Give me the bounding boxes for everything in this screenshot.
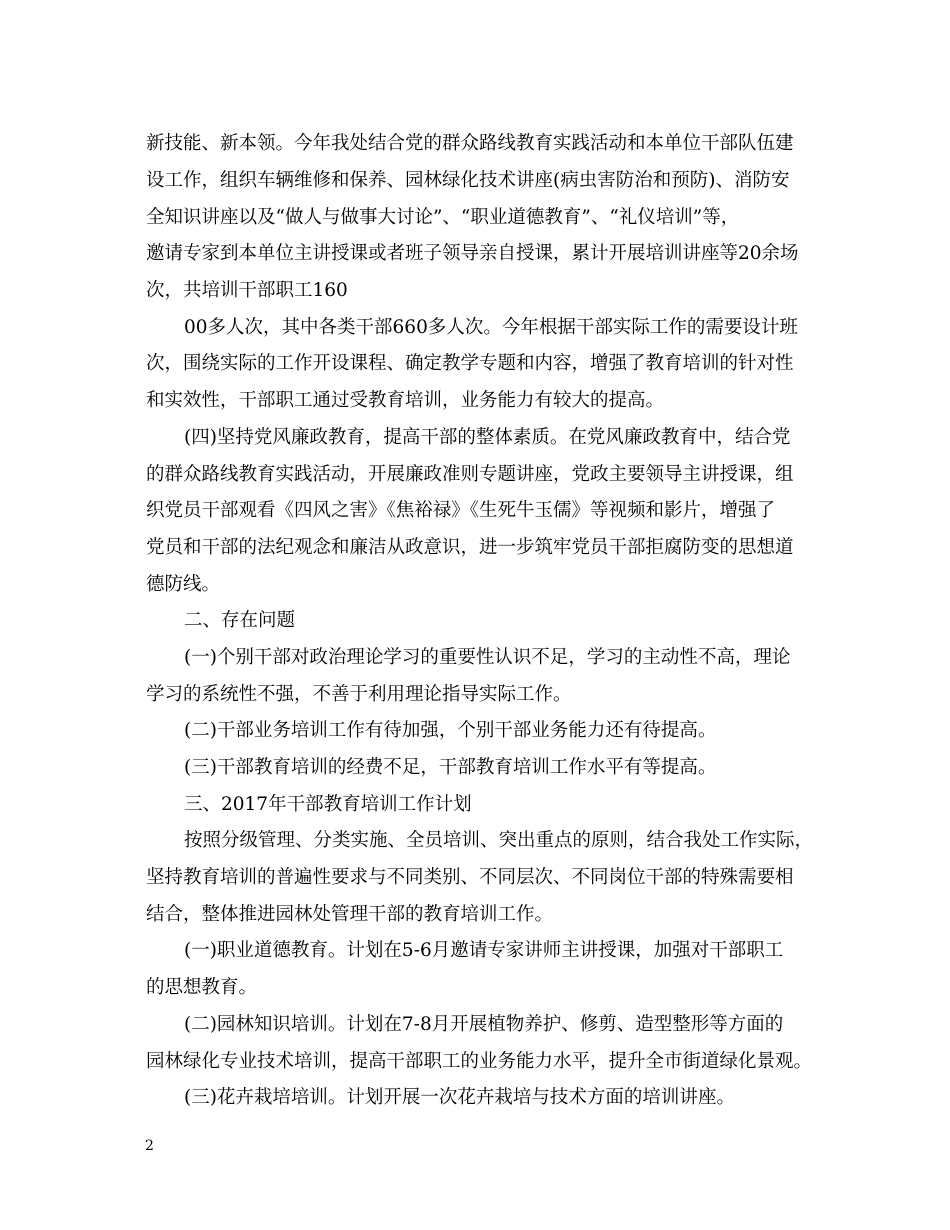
paragraph-start-line: (一)个别干部对政治理论学习的重要性认识不足，学习的主动性不高，理论 [184, 647, 791, 668]
body-text-line: 坚持教育培训的普遍性要求与不同类别、不同层次、不同岗位干部的特殊需要相 [146, 867, 794, 888]
body-text-line: 党员和干部的法纪观念和廉洁从政意识，进一步筑牢党员干部拒腐防变的思想道 [146, 537, 794, 558]
section-heading: 二、存在问题 [184, 610, 296, 631]
paragraph-start-line: 按照分级管理、分类实施、全员培训、突出重点的原则，结合我处工作实际， [184, 830, 814, 851]
body-text-line: 织党员干部观看《四风之害》《焦裕禄》《生死牛玉儒》等视频和影片，增强了 [146, 500, 776, 521]
section-heading: 三、2017年干部教育培训工作计划 [184, 794, 472, 815]
paragraph-start-line: 00多人次，其中各类干部660多人次。今年根据干部实际工作的需要设计班 [184, 317, 798, 338]
body-text-line: 园林绿化专业技术培训，提高干部职工的业务能力水平，提升全市街道绿化景观。 [146, 1051, 813, 1072]
page-number: 2 [145, 1138, 154, 1154]
body-text-line: 结合，整体推进园林处管理干部的教育培训工作。 [146, 904, 554, 925]
body-text-line: 和实效性，干部职工通过受教育培训，业务能力有较大的提高。 [146, 390, 665, 411]
body-text-line: 学习的系统性不强，不善于利用理论指导实际工作。 [146, 684, 572, 705]
body-text-line: 的群众路线教育实践活动，开展廉政准则专题讲座，党政主要领导主讲授课，组 [146, 464, 794, 485]
body-text-line: 全知识讲座以及“做人与做事大讨论”、“职业道德教育”、“礼仪培训”等， [146, 207, 740, 228]
paragraph-start-line: (三)干部教育培训的经费不足，干部教育培训工作水平有等提高。 [184, 757, 717, 778]
paragraph-start-line: (四)坚持党风廉政教育，提高干部的整体素质。在党风廉政教育中，结合党 [184, 427, 791, 448]
paragraph-start-line: (二)园林知识培训。计划在7-8月开展植物养护、修剪、造型整形等方面的 [184, 1014, 784, 1035]
paragraph-start-line: (一)职业道德教育。计划在5-6月邀请专家讲师主讲授课，加强对干部职工 [184, 940, 784, 961]
body-text-line: 德防线。 [146, 574, 221, 595]
body-text-line: 的思想教育。 [146, 977, 258, 998]
body-text-line: 邀请专家到本单位主讲授课或者班子领导亲自授课，累计开展培训讲座等20余场 [146, 243, 799, 264]
body-text-line: 次，围绕实际的工作开设课程、确定教学专题和内容，增强了教育培训的针对性 [146, 353, 794, 374]
paragraph-start-line: (二)干部业务培训工作有待加强，个别干部业务能力还有待提高。 [184, 720, 717, 741]
body-text-line: 次，共培训干部职工160 [146, 280, 348, 301]
body-text-line: 新技能、新本领。今年我处结合党的群众路线教育实践活动和本单位干部队伍建 [146, 133, 794, 154]
body-text-line: 设工作，组织车辆维修和保养、园林绿化技术讲座(病虫害防治和预防)、消防安 [146, 170, 790, 191]
paragraph-start-line: (三)花卉栽培培训。计划开展一次花卉栽培与技术方面的培训讲座。 [184, 1087, 735, 1108]
